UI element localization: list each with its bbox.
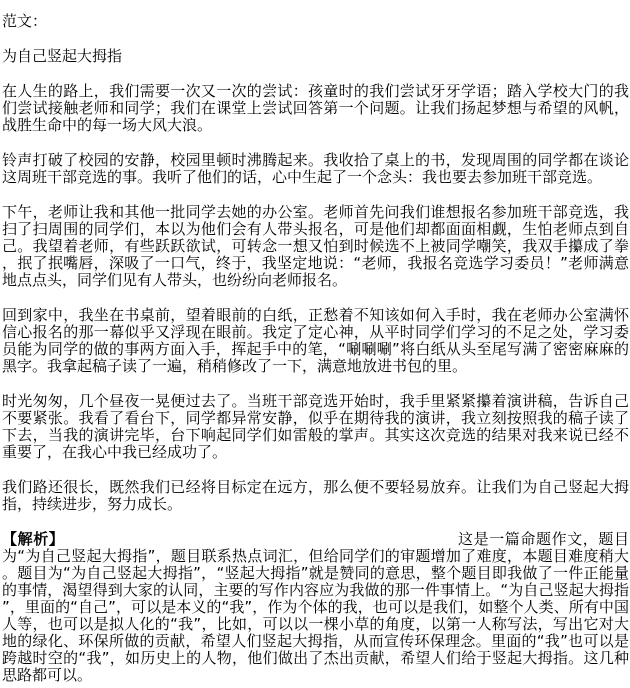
analysis-heading: 【解析】 [2,530,65,548]
analysis-text: 这是一篇命题作文，题目为“为自己竖起大拇指”，题目联系热点词汇，但给同学们的审题增加了难度，本题目难度稍大。题目为“为自己竖起大拇指”，“竖起大拇指”就是赞同的意思，整个题目即我做了一件正能量的事情，渴望得到大家的认同，主要的写作内容应为我做的那一件事情上。“为自己竖起大拇指”，里面的“自己”，可以是本义的“我”，作为个体的我，也可以是我们，如整个人类、所有中国人等，也可以是拟人化的“我”，比如，可以以一棵小草的角度，以第一人称写法，写出它对大地的绿化、环保所做的贡献，希望人们竖起大拇指，从而宣传环保理念。里面的“我”也可以是跨越时空的“我”，如历史上的人物，他们做出了杰出贡献，希望人们给于竖起大拇指。这几种思路都可以。 [2,530,629,684]
essay-paragraph-2: 铃声打破了校园的安静，校园里顿时沸腾起来。我收拾了桌上的书，发现周围的同学都在谈论这周班干部竞选的事。我听了他们的话，心中生起了一个念头：我也要去参加班干部竞选。 [2,151,629,186]
essay-paragraph-5: 时光匆匆，几个昼夜一晃便过去了。当班干部竞选开始时，我手里紧紧攥着演讲稿，告诉自己不要紧张。我看了看台下，同学都异常安静，似乎在期待我的演讲，我立刻按照我的稿子读了下去，当我的演讲完毕，台下响起同学们如雷般的掌声。其实这次竞选的结果对我来说已经不重要了，在我心中我已经成功了。 [2,392,629,461]
analysis-section [2,531,629,684]
document-type-label: 范文： [2,12,48,30]
essay-paragraph-1: 在人生的路上，我们需要一次又一次的尝试：孩童时的我们尝试牙牙学语；踏入学校大门的我们尝试接触老师和同学；我们在课堂上尝试回答第一个问题。让我们扬起梦想与希望的风帆，战胜生命中的每一场大风大浪。 [2,82,629,134]
essay-title: 为自己竖起大拇指 [2,47,123,65]
essay-paragraph-3: 下午，老师让我和其他一批同学去她的办公室。老师首先问我们谁想报名参加班干部竞选，我扫了扫周围的同学们，本以为他们会有人带头报名，可是他们却都面面相觑，生怕老师点到自己。我望着老师，有些跃跃欲试，可转念一想又怕到时候选不上被同学嘲笑，我双手攥成了拳，抿了抿嘴唇，深吸了一口气，终于，我坚定地说：“老师，我报名竞选学习委员！”老师满意地点点头，同学们见有人带头，也纷纷向老师报名。 [2,203,629,289]
essay-paragraph-4: 回到家中，我坐在书桌前，望着眼前的白纸，正愁着不知该如何入手时，我在老师办公室满怀信心报名的那一幕似乎又浮现在眼前。我定了定心神，从平时同学们学习的不足之处，学习委员能为同学的做的事两方面入手，挥起手中的笔，“唰唰唰”将白纸从头至尾写满了密密麻麻的黑字。我拿起稿子读了一遍，稍稍修改了一下，满意地放进书包的里。 [2,306,629,375]
analysis-spacer [64,543,457,544]
essay-paragraph-6: 我们路还很长，既然我们已经将目标定在远方，那么便不要轻易放弃。让我们为自己竖起大拇指，持续进步，努力成长。 [2,478,629,513]
